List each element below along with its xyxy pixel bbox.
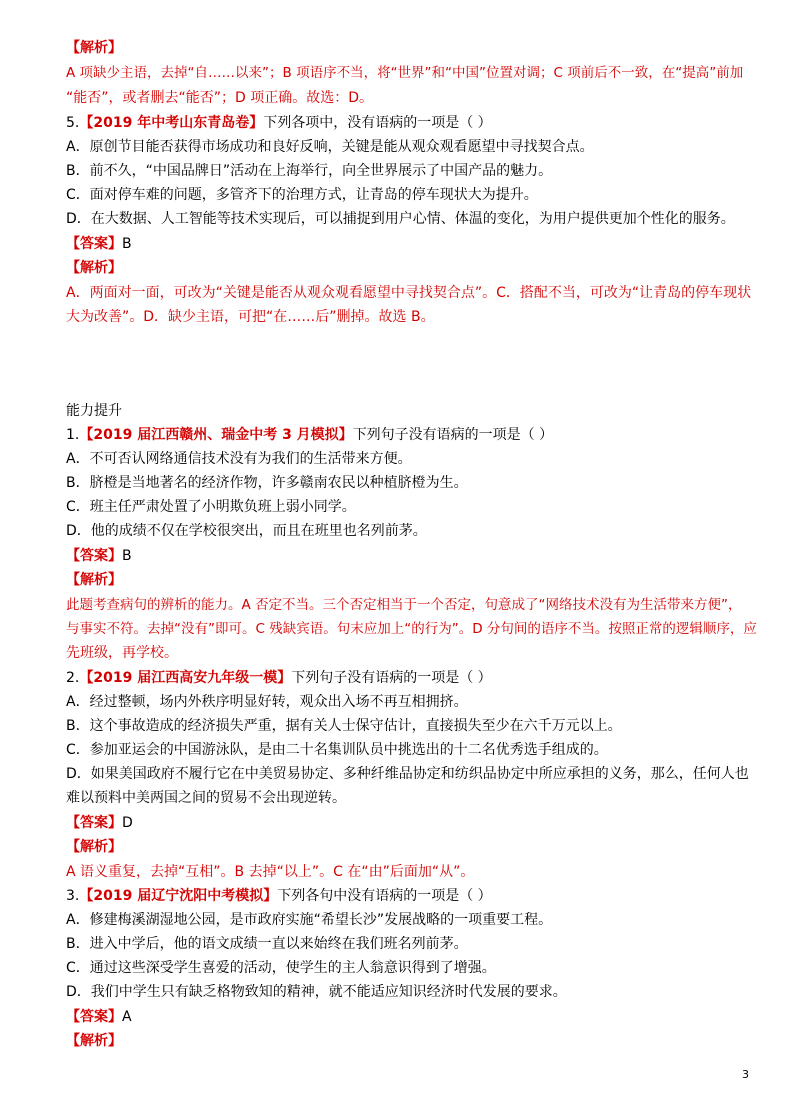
text-run: A．修建梅溪湖湿地公园，是市政府实施“希望长沙”发展战略的一项重要工程。 bbox=[66, 912, 553, 928]
option-line bbox=[66, 521, 427, 541]
analysis-text bbox=[66, 619, 757, 639]
text-run: 【解析】 bbox=[66, 839, 122, 855]
text-run: A．不可否认网络通信技术没有为我们的生活带来方便。 bbox=[66, 451, 412, 467]
text-run: A 项缺少主语，去掉“自……以来”；B 项语序不当，将“世界”和“中国”位置对调；C 项前后不一致，在“提高”前加 bbox=[66, 65, 744, 81]
analysis-text bbox=[66, 283, 751, 303]
answer-line bbox=[66, 546, 132, 566]
text-run: 【解析】 bbox=[66, 1033, 122, 1049]
option-line bbox=[66, 934, 468, 954]
text-run: B．前不久，“中国品牌日”活动在上海举行，向全世界展示了中国产品的魅力。 bbox=[66, 163, 553, 179]
option-line bbox=[66, 958, 496, 978]
text-run: 【答案】 bbox=[66, 548, 122, 564]
text-run: 难以预料中美两国之间的贸易不会出现逆转。 bbox=[66, 790, 346, 806]
answer-line bbox=[66, 813, 133, 833]
text-run: 先班级，再学校。 bbox=[66, 645, 178, 661]
text-run: 【答案】 bbox=[66, 1009, 122, 1025]
analysis-text bbox=[66, 88, 373, 108]
analysis-text bbox=[66, 63, 743, 83]
text-run: B bbox=[122, 236, 132, 252]
text-run: C．参加亚运会的中国游泳队，是由二十名集训队员中挑选出的十二名优秀选手组成的。 bbox=[66, 742, 608, 758]
text-run: D．他的成绩不仅在学校很突出，而且在班里也名列前茅。 bbox=[66, 523, 427, 539]
text-run: 此题考查病句的辨析的能力。A 否定不当。三个否定相当于一个否定，句意成了“网络技术没有为生活带来方便”， bbox=[66, 597, 742, 613]
text-run: 【2019 届江西高安九年级一模】 bbox=[79, 670, 292, 686]
text-run: C．班主任严肃处置了小明欺负班上弱小同学。 bbox=[66, 499, 356, 515]
option-line bbox=[66, 740, 608, 760]
text-run: B bbox=[122, 548, 132, 564]
option-line bbox=[66, 982, 567, 1002]
question-5-stem bbox=[66, 113, 492, 133]
text-run: 能力提升 bbox=[66, 403, 122, 419]
option-line bbox=[66, 497, 356, 517]
question-1-stem bbox=[66, 425, 553, 445]
option-line bbox=[66, 473, 468, 493]
text-run: 3. bbox=[66, 888, 80, 904]
option-line bbox=[66, 137, 594, 157]
text-run: 【解析】 bbox=[66, 572, 122, 588]
text-run: A 语义重复，去掉“互相”。B 去掉“以上”。C 在“由”后面加“从”。 bbox=[66, 864, 475, 880]
option-line bbox=[66, 910, 552, 930]
text-run: A bbox=[122, 1009, 132, 1025]
option-line bbox=[66, 449, 412, 469]
text-run: B．脐橙是当地著名的经济作物，许多赣南农民以种植脐橙为生。 bbox=[66, 475, 468, 491]
text-run: 下列句子没有语病的一项是（ ） bbox=[352, 427, 554, 443]
text-run: C．通过这些深受学生喜爱的活动，使学生的主人翁意识得到了增强。 bbox=[66, 960, 496, 976]
text-run: 【解析】 bbox=[66, 40, 122, 56]
text-run: 【解析】 bbox=[66, 260, 122, 276]
text-run: “能否”，或者删去“能否”；D 项正确。故选：D。 bbox=[66, 90, 374, 106]
answer-line bbox=[66, 1007, 132, 1027]
text-run: B．进入中学后，他的语文成绩一直以来始终在我们班名列前茅。 bbox=[66, 936, 468, 952]
text-run: D．在大数据、人工智能等技术实现后，可以捕捉到用户心情、体温的变化，为用户提供更加个性化的服务。 bbox=[66, 211, 735, 227]
answer-line bbox=[66, 234, 132, 254]
option-line bbox=[66, 209, 735, 229]
text-run: A．原创节目能否获得市场成功和良好反响，关键是能从观众观看愿望中寻找契合点。 bbox=[66, 139, 594, 155]
text-run: A．经过整顿，场内外秩序明显好转，观众出入场不再互相拥挤。 bbox=[66, 694, 468, 710]
text-run: 2. bbox=[66, 670, 80, 686]
text-run: 【2019 年中考山东青岛卷】 bbox=[79, 115, 264, 131]
text-run: D．如果美国政府不履行它在中美贸易协定、多种纤维品协定和纺织品协定中所应承担的义务，那么，任何人也 bbox=[66, 766, 749, 782]
text-run: 5. bbox=[66, 115, 80, 131]
analysis-text bbox=[66, 595, 742, 615]
option-line bbox=[66, 692, 468, 712]
question-3-stem bbox=[66, 886, 492, 906]
analysis-text bbox=[66, 862, 474, 882]
option-line bbox=[66, 788, 346, 808]
analysis-label bbox=[66, 1031, 122, 1051]
page-number: 3 bbox=[742, 1068, 749, 1081]
text-run: 下列各项中，没有语病的一项是（ ） bbox=[263, 115, 492, 131]
text-run: 【答案】 bbox=[66, 236, 122, 252]
option-line bbox=[66, 716, 622, 736]
analysis-label-1 bbox=[66, 38, 122, 58]
analysis-label bbox=[66, 570, 122, 590]
text-run: 下列各句中没有语病的一项是（ ） bbox=[277, 888, 492, 904]
text-run: C．面对停车难的问题，多管齐下的治理方式，让青岛的停车现状大为提升。 bbox=[66, 187, 538, 203]
question-2-stem bbox=[66, 668, 492, 688]
text-run: A．两面对一面，可改为“关键是能否从观众观看愿望中寻找契合点”。C．搭配不当，可改为“让青岛的停车现状 bbox=[66, 285, 752, 301]
text-run: 1. bbox=[66, 427, 80, 443]
option-line bbox=[66, 161, 552, 181]
text-run: 下列句子没有语病的一项是（ ） bbox=[291, 670, 492, 686]
option-line bbox=[66, 764, 749, 784]
text-run: 【2019 届辽宁沈阳中考模拟】 bbox=[79, 888, 278, 904]
section-title bbox=[66, 401, 122, 421]
text-run: 大为改善”。D．缺少主语，可把“在……后”删掉。故选 B。 bbox=[66, 309, 435, 325]
text-run: 【答案】 bbox=[66, 815, 122, 831]
text-run: D．我们中学生只有缺乏格物致知的精神，就不能适应知识经济时代发展的要求。 bbox=[66, 984, 567, 1000]
text-run: 与事实不符。去掉“没有”即可。C 残缺宾语。句末应加上“的行为”。D 分句间的语序不当。按照正常的逻辑顺序，应 bbox=[66, 621, 757, 637]
text-run: 【2019 届江西赣州、瑞金中考 3 月模拟】 bbox=[79, 427, 353, 443]
text-run: D bbox=[122, 815, 133, 831]
analysis-text bbox=[66, 643, 178, 663]
analysis-label bbox=[66, 258, 122, 278]
text-run: B．这个事故造成的经济损失严重，据有关人士保守估计，直接损失至少在六千万元以上。 bbox=[66, 718, 622, 734]
option-line bbox=[66, 185, 538, 205]
analysis-text bbox=[66, 307, 435, 327]
analysis-label bbox=[66, 837, 122, 857]
